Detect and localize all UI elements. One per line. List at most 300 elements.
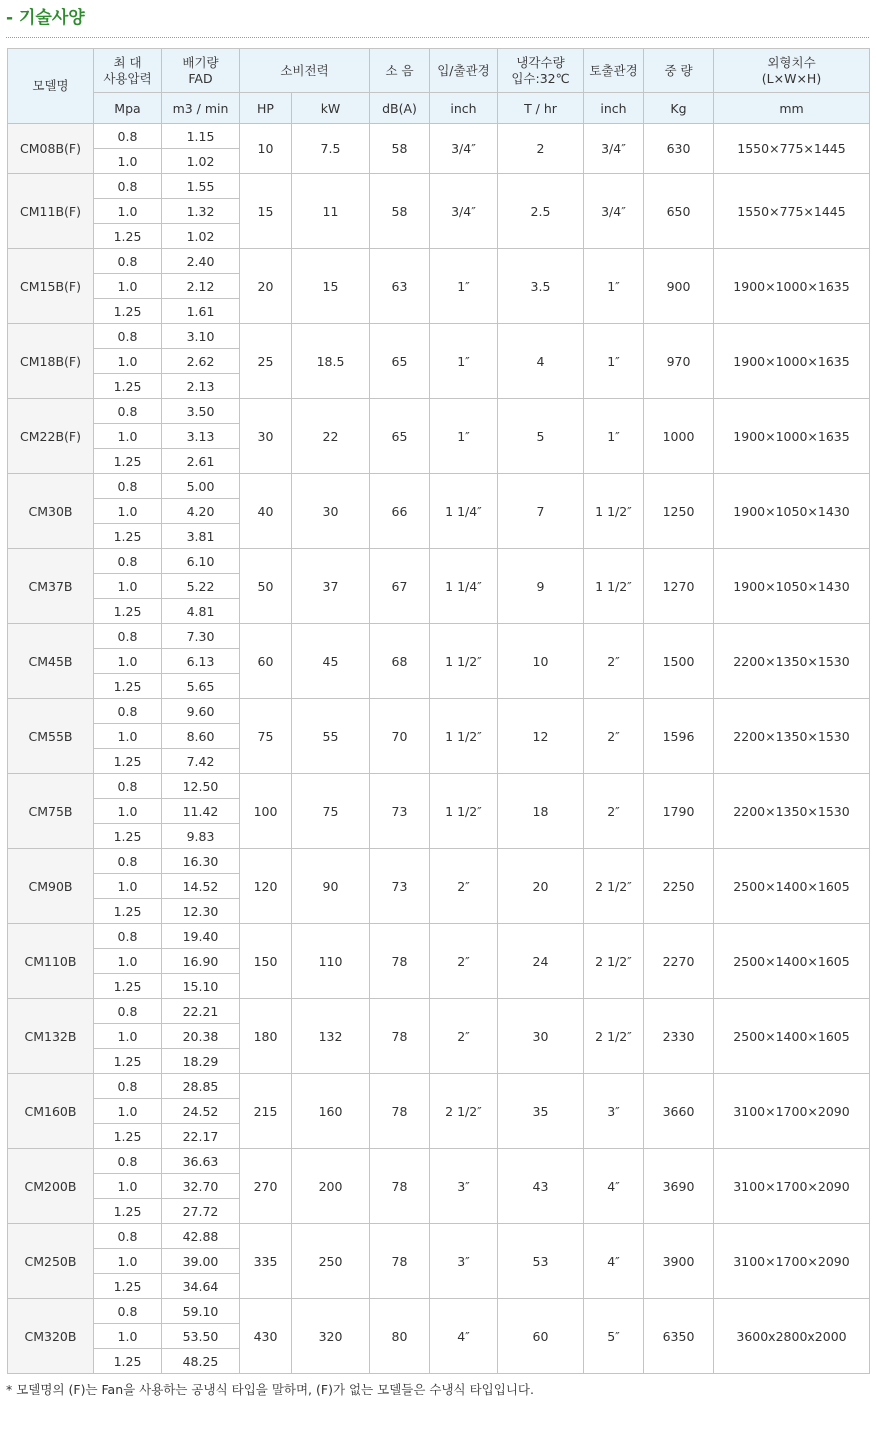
cooling-cell: 9 — [498, 549, 584, 624]
kw-cell: 11 — [292, 174, 370, 249]
unit-cooling: T / hr — [498, 93, 584, 124]
fad-cell: 53.50 — [162, 1324, 240, 1349]
fad-cell: 5.22 — [162, 574, 240, 599]
hp-cell: 150 — [240, 924, 292, 999]
pipe-cell: 2 1/2″ — [430, 1074, 498, 1149]
cooling-cell: 18 — [498, 774, 584, 849]
fad-cell: 2.12 — [162, 274, 240, 299]
pressure-cell: 0.8 — [94, 549, 162, 574]
header-fad — [162, 49, 240, 93]
model-cell: CM75B — [8, 774, 94, 849]
header-model: 모델명 — [8, 49, 94, 124]
fad-cell: 1.02 — [162, 224, 240, 249]
pressure-cell: 1.25 — [94, 449, 162, 474]
header-noise: 소 음 — [370, 49, 430, 93]
hp-cell: 15 — [240, 174, 292, 249]
table-row — [8, 924, 870, 949]
kw-cell: 110 — [292, 924, 370, 999]
outlet-cell: 1″ — [584, 399, 644, 474]
outlet-cell: 2″ — [584, 774, 644, 849]
pipe-cell: 2″ — [430, 849, 498, 924]
noise-cell: 78 — [370, 1224, 430, 1299]
weight-cell: 2250 — [644, 849, 714, 924]
fad-cell: 2.40 — [162, 249, 240, 274]
weight-cell: 3690 — [644, 1149, 714, 1224]
pressure-cell: 1.25 — [94, 899, 162, 924]
noise-cell: 67 — [370, 549, 430, 624]
pressure-cell: 1.25 — [94, 1199, 162, 1224]
pressure-cell: 1.0 — [94, 574, 162, 599]
table-row — [8, 174, 870, 199]
pressure-cell: 0.8 — [94, 774, 162, 799]
fad-cell: 59.10 — [162, 1299, 240, 1324]
outlet-cell: 1″ — [584, 249, 644, 324]
pipe-cell: 1 1/2″ — [430, 699, 498, 774]
pressure-cell: 1.0 — [94, 1249, 162, 1274]
table-row — [8, 1224, 870, 1249]
unit-kw: kW — [292, 93, 370, 124]
kw-cell: 90 — [292, 849, 370, 924]
fad-cell: 18.29 — [162, 1049, 240, 1074]
table-row — [8, 324, 870, 349]
pressure-cell: 0.8 — [94, 1149, 162, 1174]
dims-cell: 3100×1700×2090 — [714, 1224, 870, 1299]
fad-cell: 2.61 — [162, 449, 240, 474]
pressure-cell: 1.0 — [94, 1024, 162, 1049]
dims-cell: 1900×1000×1635 — [714, 324, 870, 399]
noise-cell: 78 — [370, 924, 430, 999]
weight-cell: 2330 — [644, 999, 714, 1074]
pipe-cell: 3/4″ — [430, 124, 498, 174]
model-cell: CM200B — [8, 1149, 94, 1224]
header-dims-line2: (L×W×H) — [761, 70, 822, 86]
kw-cell: 45 — [292, 624, 370, 699]
weight-cell: 900 — [644, 249, 714, 324]
hp-cell: 270 — [240, 1149, 292, 1224]
footnote: * 모델명의 (F)는 Fan을 사용하는 공냉식 타입을 말하며, (F)가 없는 모델들은 수냉식 타입입니다. — [6, 1382, 534, 1397]
outlet-cell: 1″ — [584, 324, 644, 399]
table-row — [8, 124, 870, 149]
pressure-cell: 0.8 — [94, 999, 162, 1024]
fad-cell: 16.30 — [162, 849, 240, 874]
cooling-cell: 3.5 — [498, 249, 584, 324]
model-cell: CM160B — [8, 1074, 94, 1149]
pressure-cell: 1.25 — [94, 1049, 162, 1074]
noise-cell: 73 — [370, 774, 430, 849]
fad-cell: 2.13 — [162, 374, 240, 399]
kw-cell: 320 — [292, 1299, 370, 1374]
noise-cell: 68 — [370, 624, 430, 699]
hp-cell: 335 — [240, 1224, 292, 1299]
dims-cell: 1550×775×1445 — [714, 124, 870, 174]
dims-cell: 2500×1400×1605 — [714, 999, 870, 1074]
cooling-cell: 10 — [498, 624, 584, 699]
dims-cell: 2500×1400×1605 — [714, 849, 870, 924]
header-pressure — [94, 49, 162, 93]
dims-cell: 3100×1700×2090 — [714, 1149, 870, 1224]
fad-cell: 8.60 — [162, 724, 240, 749]
weight-cell: 1250 — [644, 474, 714, 549]
pressure-cell: 1.0 — [94, 274, 162, 299]
fad-cell: 39.00 — [162, 1249, 240, 1274]
header-fad-line1: 배기량 — [182, 54, 219, 70]
pressure-cell: 1.0 — [94, 424, 162, 449]
unit-outlet: inch — [584, 93, 644, 124]
spec-table-body — [8, 124, 870, 1374]
table-row — [8, 1074, 870, 1099]
fad-cell: 11.42 — [162, 799, 240, 824]
outlet-cell: 5″ — [584, 1299, 644, 1374]
fad-cell: 28.85 — [162, 1074, 240, 1099]
pressure-cell: 0.8 — [94, 849, 162, 874]
title-divider — [6, 37, 869, 38]
dims-cell: 1900×1050×1430 — [714, 549, 870, 624]
table-row — [8, 474, 870, 499]
table-row — [8, 1149, 870, 1174]
weight-cell: 970 — [644, 324, 714, 399]
header-cooling — [498, 49, 584, 93]
noise-cell: 65 — [370, 324, 430, 399]
outlet-cell: 2 1/2″ — [584, 999, 644, 1074]
pressure-cell: 1.0 — [94, 799, 162, 824]
pressure-cell: 0.8 — [94, 124, 162, 149]
fad-cell: 12.50 — [162, 774, 240, 799]
dims-cell: 2200×1350×1530 — [714, 699, 870, 774]
pressure-cell: 1.25 — [94, 224, 162, 249]
dims-cell: 3600x2800x2000 — [714, 1299, 870, 1374]
weight-cell: 650 — [644, 174, 714, 249]
cooling-cell: 30 — [498, 999, 584, 1074]
pressure-cell: 0.8 — [94, 1224, 162, 1249]
model-cell: CM08B(F) — [8, 124, 94, 174]
fad-cell: 12.30 — [162, 899, 240, 924]
kw-cell: 55 — [292, 699, 370, 774]
kw-cell: 250 — [292, 1224, 370, 1299]
unit-fad: m3 / min — [162, 93, 240, 124]
pressure-cell: 1.25 — [94, 599, 162, 624]
pressure-cell: 1.25 — [94, 974, 162, 999]
header-weight: 중 량 — [644, 49, 714, 93]
weight-cell: 1790 — [644, 774, 714, 849]
noise-cell: 66 — [370, 474, 430, 549]
dims-cell: 1900×1000×1635 — [714, 399, 870, 474]
dims-cell: 2200×1350×1530 — [714, 774, 870, 849]
kw-cell: 30 — [292, 474, 370, 549]
pressure-cell: 1.25 — [94, 524, 162, 549]
cooling-cell: 2 — [498, 124, 584, 174]
fad-cell: 3.13 — [162, 424, 240, 449]
fad-cell: 7.42 — [162, 749, 240, 774]
pipe-cell: 1″ — [430, 399, 498, 474]
table-row — [8, 1299, 870, 1324]
header-pressure-line2: 사용압력 — [103, 70, 152, 86]
pressure-cell: 0.8 — [94, 324, 162, 349]
pressure-cell: 0.8 — [94, 174, 162, 199]
pressure-cell: 0.8 — [94, 624, 162, 649]
kw-cell: 7.5 — [292, 124, 370, 174]
pressure-cell: 1.0 — [94, 724, 162, 749]
pressure-cell: 1.0 — [94, 874, 162, 899]
noise-cell: 65 — [370, 399, 430, 474]
outlet-cell: 1 1/2″ — [584, 474, 644, 549]
weight-cell: 6350 — [644, 1299, 714, 1374]
page-title: - 기술사양 — [6, 8, 85, 28]
pressure-cell: 1.0 — [94, 1099, 162, 1124]
pipe-cell: 1 1/2″ — [430, 774, 498, 849]
pressure-cell: 1.25 — [94, 749, 162, 774]
unit-hp: HP — [240, 93, 292, 124]
fad-cell: 4.20 — [162, 499, 240, 524]
weight-cell: 1500 — [644, 624, 714, 699]
outlet-cell: 4″ — [584, 1149, 644, 1224]
hp-cell: 30 — [240, 399, 292, 474]
weight-cell: 1000 — [644, 399, 714, 474]
pressure-cell: 1.0 — [94, 149, 162, 174]
model-cell: CM45B — [8, 624, 94, 699]
outlet-cell: 3/4″ — [584, 124, 644, 174]
outlet-cell: 1 1/2″ — [584, 549, 644, 624]
dims-cell: 2200×1350×1530 — [714, 624, 870, 699]
unit-noise: dB(A) — [370, 93, 430, 124]
hp-cell: 120 — [240, 849, 292, 924]
noise-cell: 78 — [370, 999, 430, 1074]
pressure-cell: 0.8 — [94, 924, 162, 949]
fad-cell: 9.60 — [162, 699, 240, 724]
cooling-cell: 2.5 — [498, 174, 584, 249]
dims-cell: 2500×1400×1605 — [714, 924, 870, 999]
spec-table — [7, 48, 870, 1374]
hp-cell: 10 — [240, 124, 292, 174]
hp-cell: 75 — [240, 699, 292, 774]
header-cooling-line2: 입수:32℃ — [511, 70, 570, 86]
model-cell: CM30B — [8, 474, 94, 549]
fad-cell: 14.52 — [162, 874, 240, 899]
noise-cell: 58 — [370, 174, 430, 249]
pressure-cell: 0.8 — [94, 399, 162, 424]
weight-cell: 2270 — [644, 924, 714, 999]
pipe-cell: 1 1/4″ — [430, 474, 498, 549]
kw-cell: 18.5 — [292, 324, 370, 399]
pipe-cell: 1″ — [430, 324, 498, 399]
cooling-cell: 24 — [498, 924, 584, 999]
pressure-cell: 1.25 — [94, 824, 162, 849]
dims-cell: 1900×1000×1635 — [714, 249, 870, 324]
noise-cell: 78 — [370, 1149, 430, 1224]
model-cell: CM250B — [8, 1224, 94, 1299]
dims-cell: 1550×775×1445 — [714, 174, 870, 249]
hp-cell: 20 — [240, 249, 292, 324]
fad-cell: 1.32 — [162, 199, 240, 224]
pressure-cell: 1.0 — [94, 1324, 162, 1349]
pressure-cell: 1.25 — [94, 299, 162, 324]
kw-cell: 200 — [292, 1149, 370, 1224]
fad-cell: 3.81 — [162, 524, 240, 549]
cooling-cell: 7 — [498, 474, 584, 549]
model-cell: CM18B(F) — [8, 324, 94, 399]
hp-cell: 40 — [240, 474, 292, 549]
fad-cell: 9.83 — [162, 824, 240, 849]
weight-cell: 3900 — [644, 1224, 714, 1299]
cooling-cell: 20 — [498, 849, 584, 924]
hp-cell: 100 — [240, 774, 292, 849]
fad-cell: 1.55 — [162, 174, 240, 199]
hp-cell: 50 — [240, 549, 292, 624]
outlet-cell: 2 1/2″ — [584, 849, 644, 924]
noise-cell: 63 — [370, 249, 430, 324]
fad-cell: 1.02 — [162, 149, 240, 174]
unit-pressure: Mpa — [94, 93, 162, 124]
pipe-cell: 3/4″ — [430, 174, 498, 249]
noise-cell: 78 — [370, 1074, 430, 1149]
hp-cell: 60 — [240, 624, 292, 699]
fad-cell: 15.10 — [162, 974, 240, 999]
model-cell: CM55B — [8, 699, 94, 774]
fad-cell: 5.65 — [162, 674, 240, 699]
pressure-cell: 0.8 — [94, 474, 162, 499]
fad-cell: 34.64 — [162, 1274, 240, 1299]
fad-cell: 16.90 — [162, 949, 240, 974]
hp-cell: 25 — [240, 324, 292, 399]
outlet-cell: 2 1/2″ — [584, 924, 644, 999]
fad-cell: 22.17 — [162, 1124, 240, 1149]
header-outlet: 토출관경 — [584, 49, 644, 93]
table-row — [8, 849, 870, 874]
cooling-cell: 12 — [498, 699, 584, 774]
table-row — [8, 999, 870, 1024]
pressure-cell: 1.25 — [94, 674, 162, 699]
unit-weight: Kg — [644, 93, 714, 124]
fad-cell: 6.13 — [162, 649, 240, 674]
outlet-cell: 3″ — [584, 1074, 644, 1149]
fad-cell: 27.72 — [162, 1199, 240, 1224]
pipe-cell: 4″ — [430, 1299, 498, 1374]
fad-cell: 19.40 — [162, 924, 240, 949]
fad-cell: 3.50 — [162, 399, 240, 424]
fad-cell: 22.21 — [162, 999, 240, 1024]
hp-cell: 215 — [240, 1074, 292, 1149]
table-row — [8, 699, 870, 724]
table-row — [8, 399, 870, 424]
fad-cell: 20.38 — [162, 1024, 240, 1049]
weight-cell: 630 — [644, 124, 714, 174]
noise-cell: 58 — [370, 124, 430, 174]
weight-cell: 1596 — [644, 699, 714, 774]
table-row — [8, 549, 870, 574]
fad-cell: 1.61 — [162, 299, 240, 324]
header-power: 소비전력 — [240, 49, 370, 93]
noise-cell: 70 — [370, 699, 430, 774]
header-dims — [714, 49, 870, 93]
pressure-cell: 1.0 — [94, 199, 162, 224]
pressure-cell: 1.0 — [94, 649, 162, 674]
header-dims-line1: 외형치수 — [767, 54, 816, 70]
dims-cell: 3100×1700×2090 — [714, 1074, 870, 1149]
pressure-cell: 1.25 — [94, 374, 162, 399]
kw-cell: 37 — [292, 549, 370, 624]
header-fad-line2: FAD — [188, 70, 213, 86]
pressure-cell: 1.25 — [94, 1274, 162, 1299]
fad-cell: 36.63 — [162, 1149, 240, 1174]
table-row — [8, 249, 870, 274]
cooling-cell: 53 — [498, 1224, 584, 1299]
fad-cell: 48.25 — [162, 1349, 240, 1374]
pressure-cell: 1.0 — [94, 349, 162, 374]
noise-cell: 73 — [370, 849, 430, 924]
model-cell: CM22B(F) — [8, 399, 94, 474]
pipe-cell: 3″ — [430, 1224, 498, 1299]
outlet-cell: 2″ — [584, 699, 644, 774]
noise-cell: 80 — [370, 1299, 430, 1374]
table-row — [8, 624, 870, 649]
pressure-cell: 1.0 — [94, 499, 162, 524]
hp-cell: 180 — [240, 999, 292, 1074]
fad-cell: 42.88 — [162, 1224, 240, 1249]
fad-cell: 3.10 — [162, 324, 240, 349]
cooling-cell: 60 — [498, 1299, 584, 1374]
hp-cell: 430 — [240, 1299, 292, 1374]
model-cell: CM37B — [8, 549, 94, 624]
header-pressure-line1: 최 대 — [113, 54, 142, 70]
pipe-cell: 1″ — [430, 249, 498, 324]
pipe-cell: 1 1/4″ — [430, 549, 498, 624]
unit-pipe: inch — [430, 93, 498, 124]
model-cell: CM90B — [8, 849, 94, 924]
fad-cell: 7.30 — [162, 624, 240, 649]
fad-cell: 1.15 — [162, 124, 240, 149]
pipe-cell: 2″ — [430, 999, 498, 1074]
model-cell: CM110B — [8, 924, 94, 999]
fad-cell: 24.52 — [162, 1099, 240, 1124]
model-cell: CM320B — [8, 1299, 94, 1374]
model-cell: CM132B — [8, 999, 94, 1074]
cooling-cell: 35 — [498, 1074, 584, 1149]
pipe-cell: 1 1/2″ — [430, 624, 498, 699]
pressure-cell: 0.8 — [94, 249, 162, 274]
cooling-cell: 43 — [498, 1149, 584, 1224]
cooling-cell: 4 — [498, 324, 584, 399]
pipe-cell: 3″ — [430, 1149, 498, 1224]
header-cooling-line1: 냉각수량 — [516, 54, 565, 70]
pressure-cell: 1.0 — [94, 949, 162, 974]
kw-cell: 132 — [292, 999, 370, 1074]
unit-dims: mm — [714, 93, 870, 124]
kw-cell: 75 — [292, 774, 370, 849]
fad-cell: 4.81 — [162, 599, 240, 624]
pipe-cell: 2″ — [430, 924, 498, 999]
pressure-cell: 0.8 — [94, 1299, 162, 1324]
outlet-cell: 2″ — [584, 624, 644, 699]
kw-cell: 22 — [292, 399, 370, 474]
weight-cell: 1270 — [644, 549, 714, 624]
pressure-cell: 1.25 — [94, 1349, 162, 1374]
model-cell: CM11B(F) — [8, 174, 94, 249]
outlet-cell: 4″ — [584, 1224, 644, 1299]
pressure-cell: 0.8 — [94, 1074, 162, 1099]
fad-cell: 6.10 — [162, 549, 240, 574]
header-row — [8, 49, 870, 93]
fad-cell: 32.70 — [162, 1174, 240, 1199]
model-cell: CM15B(F) — [8, 249, 94, 324]
outlet-cell: 3/4″ — [584, 174, 644, 249]
pressure-cell: 1.25 — [94, 1124, 162, 1149]
kw-cell: 160 — [292, 1074, 370, 1149]
dims-cell: 1900×1050×1430 — [714, 474, 870, 549]
weight-cell: 3660 — [644, 1074, 714, 1149]
fad-cell: 5.00 — [162, 474, 240, 499]
kw-cell: 15 — [292, 249, 370, 324]
header-pipe: 입/출관경 — [430, 49, 498, 93]
pressure-cell: 0.8 — [94, 699, 162, 724]
